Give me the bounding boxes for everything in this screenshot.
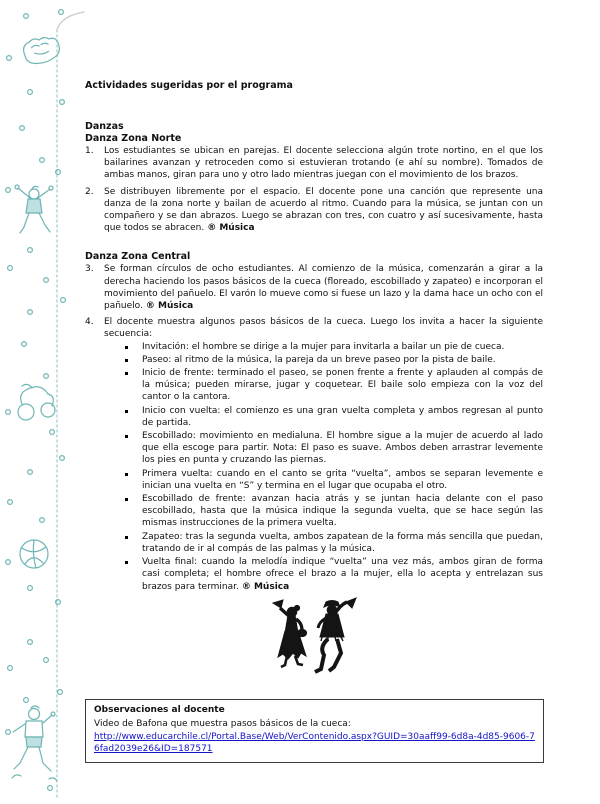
list-item: [85, 263, 543, 312]
list-item: [104, 367, 543, 404]
list-item: [104, 354, 543, 366]
bullet-text: Inicio con vuelta: el comienzo es una gran vuelta completa y ambos regresan al punto de partida.: [142, 405, 543, 428]
bullet-text: Paseo: al ritmo de la música, la pareja da un breve paseo por la pista de baile.: [142, 354, 496, 365]
observaciones-box: [85, 699, 544, 763]
cueca-dancers-silhouette: [273, 598, 356, 672]
list-item: [104, 531, 543, 555]
cueca-dancers-illustration: [85, 597, 543, 693]
list-item: [104, 430, 543, 467]
list-item: [104, 493, 543, 530]
section-heading-zona-norte: Danza Zona Norte: [85, 133, 182, 144]
item-text: El docente muestra algunos pasos básicos de la cueca. Luego los invita a hacer la siguiente secuencia:: [104, 317, 543, 340]
list-item: [104, 556, 543, 593]
bullet-text: Invitación: el hombre se dirige a la mujer para invitarla a bailar un pie de cueca.: [142, 341, 505, 352]
jumping-child-doodle: [15, 185, 53, 233]
section-heading-zona-central: Danza Zona Central: [85, 251, 191, 263]
observaciones-heading: Observaciones al docente: [94, 704, 225, 715]
document-content: [85, 80, 543, 763]
bullet-text: Inicio de frente: terminado el paseo, se ponen frente a frente y aplauden al compás de la música; pueden mirarse, jugar y coquetear. El baile solo empieza con la voz del cantor o la cantora.: [142, 368, 543, 403]
running-child-doodle: [12, 706, 57, 781]
dotted-margin-line: [57, 12, 84, 798]
bullet-text: Vuelta final: cuando la melodía indique “vuelta” una vez más, ambos giran de forma casi completa; el hombre ofrece el brazo a la mujer, ella lo acepta y entrelazan sus brazos para terminar.: [142, 557, 543, 592]
cueca-steps-list: [104, 341, 543, 593]
section-heading-danzas: Danzas: [85, 121, 124, 132]
cherries-doodle: [18, 384, 55, 420]
norte-activity-list: [85, 145, 543, 234]
bullet-text: Escobillado de frente: avanzan hacia atrás y se juntan hacia delante con el paso escobillado, hasta que la música indique la segunda vuelta, que se hace según las mismas instrucciones de la primera vuelta.: [142, 494, 543, 529]
list-item: [104, 405, 543, 429]
observaciones-text: Video de Bafona que muestra pasos básicos de la cueca:: [94, 718, 351, 729]
list-item: [85, 186, 543, 235]
bullet-text: Escobillado: movimiento en medialuna. El hombre sigue a la mujer de acuerdo al lado que ella escoge para partir. Nota: El paso es suave. Ambos deben arrastrar levemente los pies en punta y cruzando las piernas.: [142, 431, 543, 466]
decorative-margin: [0, 0, 90, 800]
item-number: 1.: [85, 146, 94, 156]
bullet-text: Primera vuelta: cuando en el canto se grita “vuelta”, ambos se separan levemente e inician una vuelta en “S” y termina en el lugar que ocupaba el otro.: [142, 468, 543, 491]
list-item: [104, 468, 543, 492]
list-item: [85, 316, 543, 592]
list-item: [104, 341, 543, 353]
video-link[interactable]: http://www.educarchile.cl/Portal.Base/Web/VerContenido.aspx?GUID=30aaff99-6d8a-4d85-9606-76fad2039e26&ID=187571: [94, 731, 535, 755]
baseball-glove-doodle: [22, 34, 62, 66]
music-tag: ® Música: [241, 581, 290, 592]
basketball-doodle: [20, 540, 48, 568]
music-tag: ® Música: [207, 223, 255, 234]
item-number: 2.: [85, 186, 94, 197]
item-text: Se distribuyen libremente por el espacio. El docente pone una canción que represente una danza de la zona norte y bailan de acuerdo al ritmo. Cuando para la música, se juntan con un compañero y se dan abrazos. Luego se abrazan con tres, con cuatro y así sucesivamente, hasta que todos se abracen.: [104, 186, 543, 234]
scattered-dots: [6, 10, 66, 791]
item-number: 4.: [85, 317, 94, 328]
item-text: Se forman círculos de ocho estudiantes. Al comienzo de la música, comenzarán a girar a la derecha haciendo los pasos básicos de la cueca (floreado, escobillado y zapateo) e incorporan el movimiento del pañuelo. El varón lo mueve como si fuese un lazo y la dama hace un ocho con el pañuelo.: [104, 264, 543, 312]
central-activity-list: [85, 263, 543, 592]
item-number: 3.: [85, 264, 94, 275]
bullet-text: Zapateo: tras la segunda vuelta, ambos zapatean de la forma más sencilla que puedan, tratando de ir al compás de las palmas y la música.: [142, 531, 543, 554]
item-text: Los estudiantes se ubican en parejas. El docente selecciona algún trote nortino, en el que los bailarines avanzan y retroceden como si estuvieran trotando (e ahí su nombre). Tomados de ambas manos, giran para uno y otro lado mientras juegan con el movimiento de los brazos.: [104, 146, 543, 181]
music-tag: ® Música: [145, 301, 194, 312]
list-item: [85, 145, 543, 182]
page-title: Actividades sugeridas por el programa: [85, 80, 293, 91]
